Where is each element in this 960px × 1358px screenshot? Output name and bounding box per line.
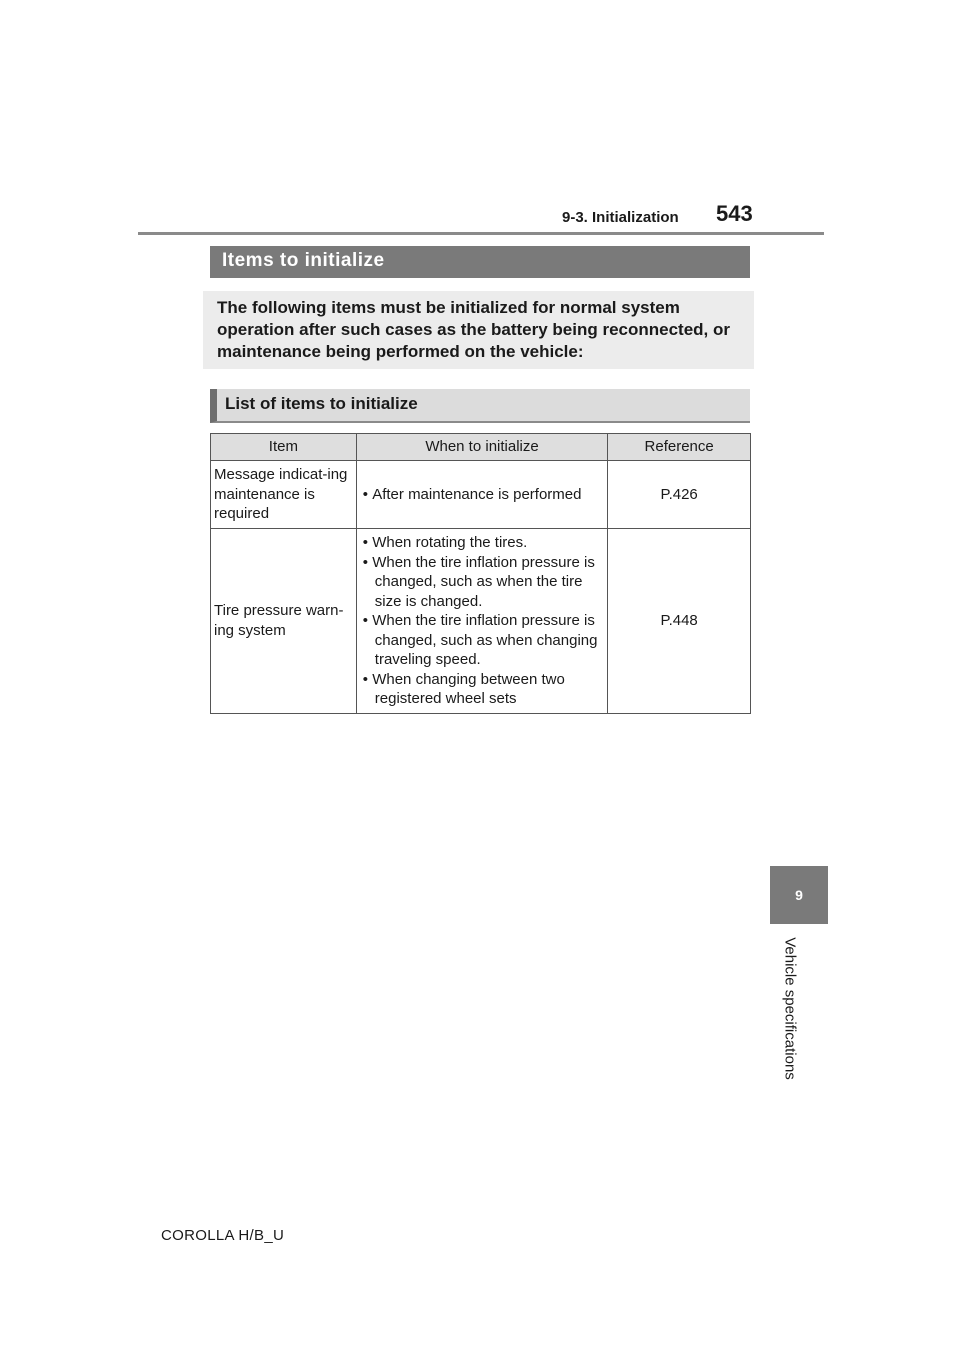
- when-cell: [356, 461, 607, 529]
- initialize-table: [210, 433, 751, 714]
- header-divider: [138, 232, 824, 235]
- column-header-item: Item: [211, 434, 357, 461]
- table-row: [211, 529, 751, 714]
- when-bullet: • When the tire inflation pressure is changed, such as when the tire size is changed.: [363, 553, 601, 612]
- column-header-when: When to initialize: [356, 434, 607, 461]
- item-cell: Message indicat-ing maintenance is required: [211, 461, 357, 529]
- reference-cell: P.426: [608, 461, 751, 529]
- when-cell: [356, 529, 607, 714]
- when-bullet: • After maintenance is performed: [363, 485, 601, 505]
- section-header: 9-3. Initialization: [562, 209, 679, 226]
- table-header-row: [211, 434, 751, 461]
- column-header-reference: Reference: [608, 434, 751, 461]
- reference-cell: P.448: [608, 529, 751, 714]
- item-cell: Tire pressure warn-ing system: [211, 529, 357, 714]
- chapter-label-text: Vehicle specifications: [781, 937, 799, 1080]
- table-row: [211, 461, 751, 529]
- when-bullet: • When the tire inflation pressure is changed, such as when changing traveling speed.: [363, 611, 601, 670]
- intro-text: The following items must be initialized for normal system operation after such cases as the battery being reconnected, or maintenance being performed on the vehicle:: [203, 291, 754, 369]
- when-bullet: • When rotating the tires.: [363, 533, 601, 553]
- footer-model: COROLLA H/B_U: [161, 1227, 285, 1244]
- when-bullet: • When changing between two registered wheel sets: [363, 670, 601, 709]
- page-number: 543: [716, 201, 753, 226]
- chapter-tab: 9: [770, 866, 828, 924]
- list-subheading: List of items to initialize: [210, 389, 750, 423]
- chapter-label: [770, 930, 799, 1090]
- page-title: Items to initialize: [210, 246, 750, 278]
